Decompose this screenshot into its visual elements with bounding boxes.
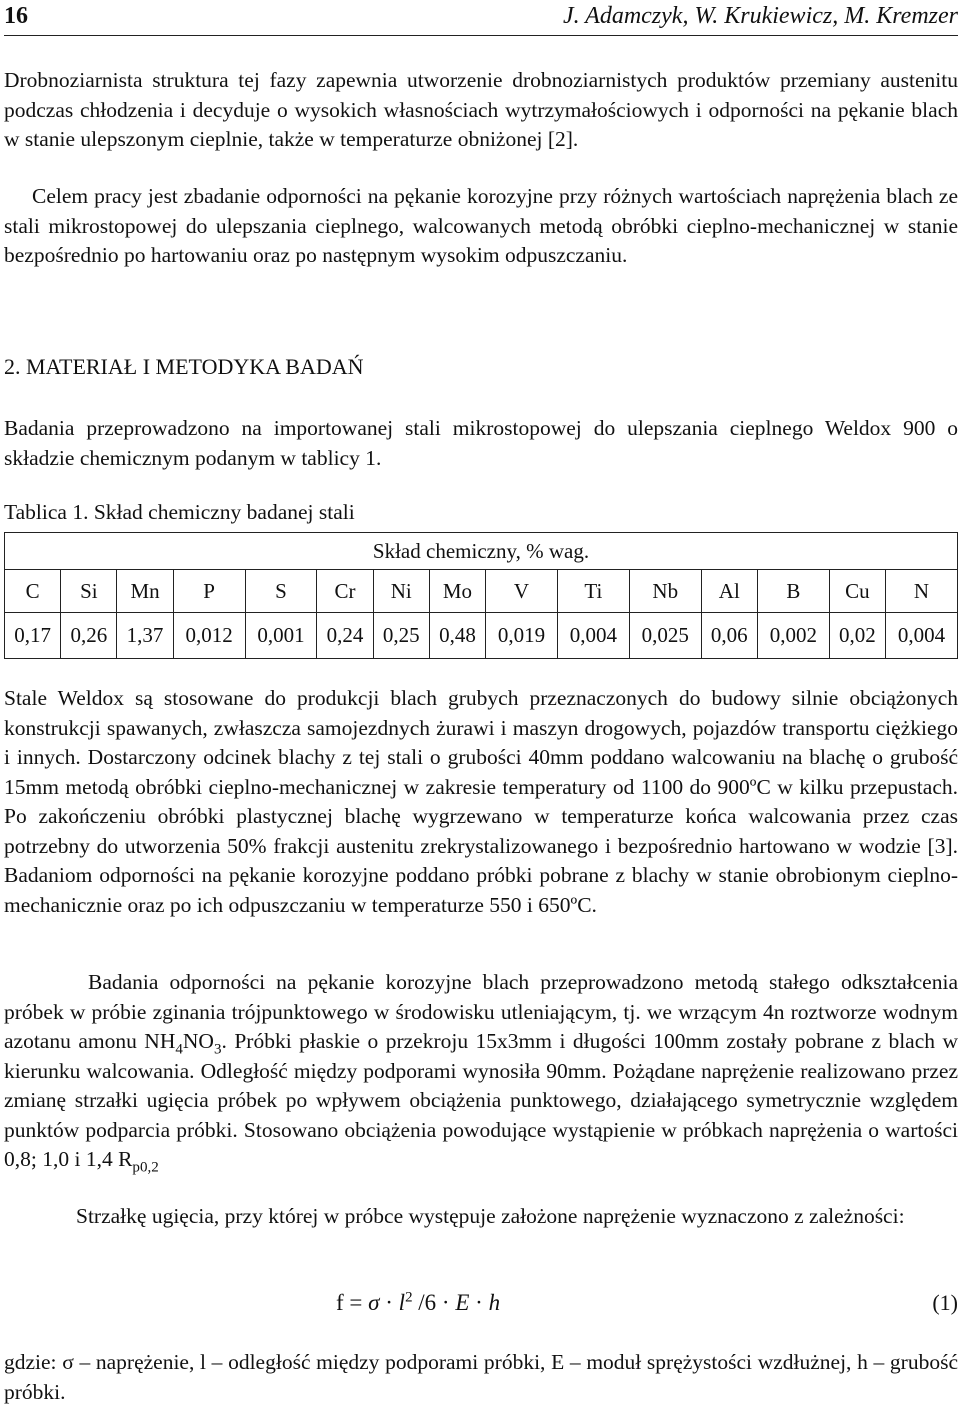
table-header-cell: Ni [373,570,429,613]
table-header-cell: Mn [117,570,173,613]
table-group-header: Skład chemiczny, % wag. [5,533,958,570]
table-cell: 0,48 [429,613,485,659]
table-header-cell: V [486,570,558,613]
table-header-cell: Al [701,570,757,613]
section-heading: 2. MATERIAŁ I METODYKA BADAŃ [4,354,364,379]
table-cell: 0,001 [245,613,317,659]
section-paragraph-4: Strzałkę ugięcia, przy której w próbce występuje założone naprężenie wyznaczono z zależności: [76,1204,905,1228]
section-paragraph-5: gdzie: σ – naprężenie, l – odległość między podporami próbki, E – moduł sprężystości wzdłużnej, h – grubość próbki. [4,1350,958,1404]
page-header [4,3,958,36]
section-paragraph-1: Badania przeprowadzono na importowanej stali mikrostopowej do ulepszania cieplnego Weldox 900 o składzie chemicznym podanym w tablicy 1. [4,416,958,470]
section-paragraph-2: Stale Weldox są stosowane do produkcji blach grubych przeznaczonych do budowy silnie obciążonych konstrukcji spawanych, zwłaszcza samojezdnych żurawi i maszyn drogowych, pojazdów transportu ciężkiego i innych. Dostarczony odcinek blachy z tej stali o grubości 40mm poddano walcowaniu na blachę o grubość 15mm metodą obróbki cieplno-mechanicznej w zakresie temperatury od 1100 do 900ºC w kilku przepustach. Po zakończeniu obróbki plastycznej blachę wygrzewano w temperaturze końca walcowania przez czas potrzebny do utworzenia 50% frakcji austenitu zrekrystalizowanego i bezpośrednio hartowano w wodzie [3]. Badaniom odporności na pękanie korozyjne poddano próbki pobrane z blachy w stanie obrobionym cieplno-mechanicznie oraz po ich odpuszczaniu w temperaturze 550 i 650ºC. [4,686,958,917]
table-header-cell: Nb [629,570,701,613]
composition-table [4,532,958,659]
table-cell: 0,25 [373,613,429,659]
equation: $f = \sigma \cdot l^2$ /6 · E · h [336,1289,501,1315]
table-cell: 0,012 [173,613,245,659]
table-cell: 0,24 [317,613,373,659]
table-header-cell: B [757,570,829,613]
table-header-cell: N [886,570,958,613]
table-header-cell: Mo [429,570,485,613]
table-cell: 0,26 [61,613,117,659]
intro-paragraph-1: Drobnoziarnista struktura tej fazy zapewnia utworzenie drobnoziarnistych produktów przemiany austenitu podczas chłodzenia i decyduje o wysokich własnościach wytrzymałościowych i odporności na pękanie blach w stanie ulepszonym cieplnie, także w temperaturze obniżonej [2]. [4,68,958,151]
table-row [5,613,958,659]
table-header-cell: P [173,570,245,613]
running-header-authors: J. Adamczyk, W. Krukiewicz, M. Kremzer [562,3,958,29]
table-cell: 0,002 [757,613,829,659]
table-header-cell: S [245,570,317,613]
table-header-row [5,570,958,613]
table-cell: 0,025 [629,613,701,659]
table-header-cell: Si [61,570,117,613]
table-header-cell: Cr [317,570,373,613]
table-cell: 1,37 [117,613,173,659]
table-cell: 0,02 [829,613,885,659]
table-cell: 0,17 [5,613,61,659]
table-cell: 0,06 [701,613,757,659]
table-header-cell: Cu [829,570,885,613]
table-cell: 0,004 [886,613,958,659]
intro-paragraph-2: Celem pracy jest zbadanie odporności na pękanie korozyjne przy różnych wartościach naprężenia blach ze stali mikrostopowej do ulepszania cieplnego, walcowanych metodą obróbki cieplno-mechanicznej w stanie bezpośrednio po hartowaniu oraz po następnym wysokim odpuszczaniu. [4,184,958,267]
table-header-cell: Ti [557,570,629,613]
section-paragraph-3: Badania odporności na pękanie korozyjne blach przeprowadzono metodą stałego odkształcenia próbek w próbie zginania trójpunktowego w środowisku utleniającym, tj. we wrzącym 4n roztworze wodnym azotanu amonu $NH_4NO_3$. Próbki płaskie o przekroju 15x3mm i długości 100mm zostały pobrane z blach w kierunku walcowania. Odległość między podporami wynosiła 90mm. Pożądane naprężenie realizowano przez zmianę strzałki ugięcia próbek po wpływem obciążenia punktowego, działającego symetrycznie względem punktów podparcia próbki. Stosowano obciążenia powodujące wystąpienie w próbkach naprężenia o wartości 0,8; 1,0 i 1,4 $R_{p0,2}$ [4,970,958,1176]
equation-number: (1) [932,1290,958,1315]
table-cell: 0,004 [557,613,629,659]
table-cell: 0,019 [486,613,558,659]
table-caption: Tablica 1. Skład chemiczny badanej stali [4,500,355,524]
table-header-cell: C [5,570,61,613]
page-number: 16 [4,3,28,29]
